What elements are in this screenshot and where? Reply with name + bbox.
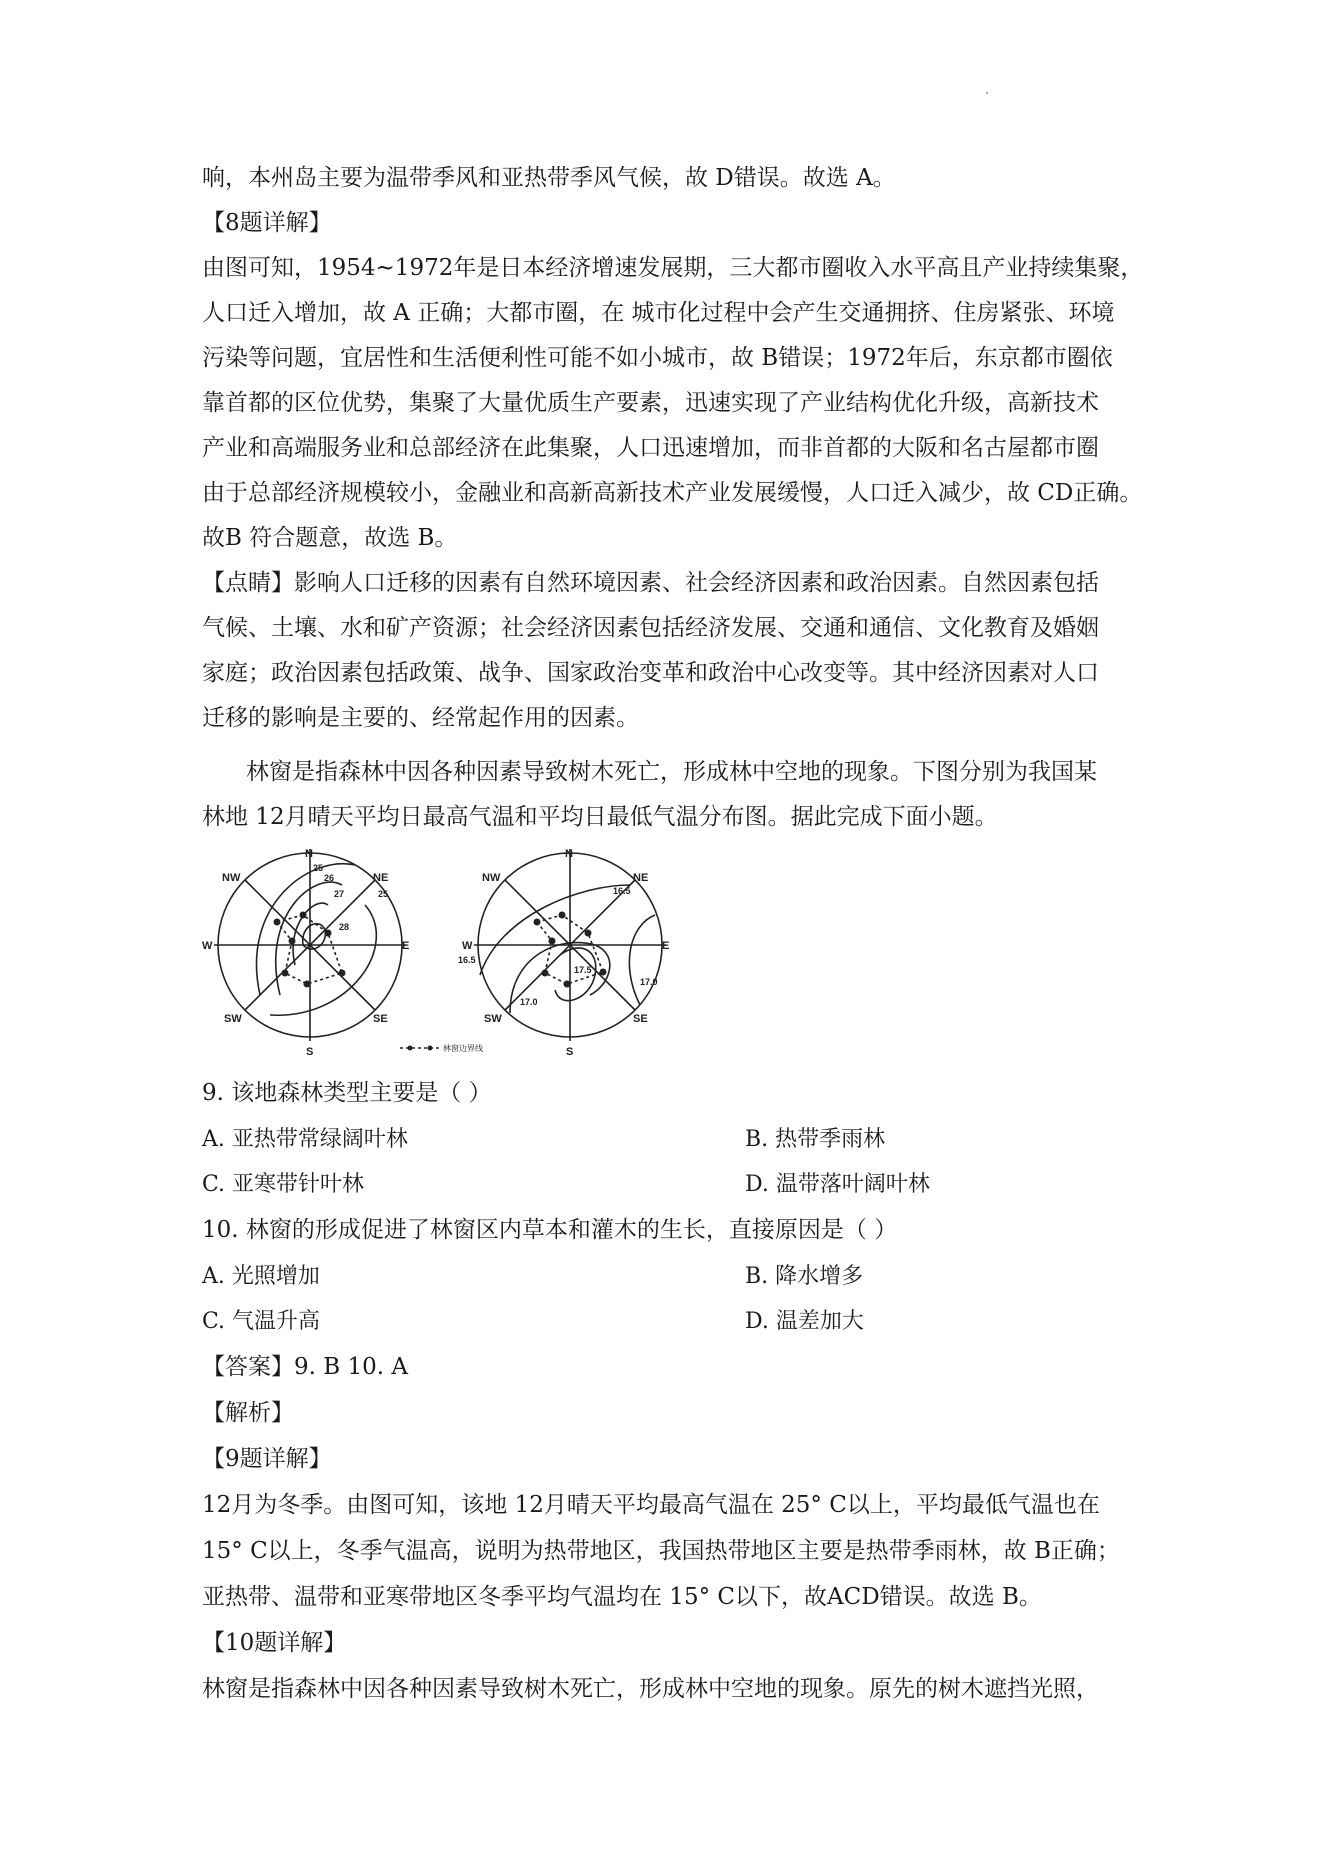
text-line: 迁移的影响是主要的、经常起作用的因素。 <box>202 705 639 731</box>
analysis-heading: 【解析】 <box>202 1400 294 1426</box>
option-d: D. 温差加大 <box>745 1309 864 1334</box>
isotherm-label: 16.5 <box>613 886 631 896</box>
label-ne: NE <box>633 872 649 884</box>
isotherm-label: 26 <box>324 873 335 883</box>
text-line: 12月为冬季。由图可知，该地 12月晴天平均最高气温在 25° C以上，平均最低气温也在 <box>202 1492 1100 1518</box>
scan-speck <box>986 92 988 94</box>
intro-paragraph: 林窗是指森林中因各种因素导致树木死亡，形成林中空地的现象。下图分别为我国某 <box>246 759 1097 785</box>
isotherm-label: 16.5 <box>458 955 476 965</box>
option-c: C. 气温升高 <box>202 1309 321 1334</box>
answer-line: 【答案】9. B 10. A <box>202 1354 408 1380</box>
text-line: 由于总部经济规模较小，金融业和高新高新技术产业发展缓慢，人口迁入减少，故 CD正确。 <box>202 480 1143 506</box>
legend-label: 林窗边界线 <box>443 1044 483 1053</box>
text-line: 亚热带、温带和亚寒带地区冬季平均气温均在 15° C以下，故ACD错误。故选 B。 <box>202 1584 1042 1610</box>
label-s: S <box>306 1046 314 1058</box>
option-c: C. 亚寒带针叶林 <box>202 1172 365 1197</box>
temperature-distribution-figure <box>200 845 680 1065</box>
label-n: N <box>305 848 313 860</box>
option-a: A. 光照增加 <box>202 1264 320 1289</box>
isotherm-label: 17.0 <box>640 977 658 987</box>
label-nw: NW <box>222 872 241 884</box>
isotherm-label: 25 <box>313 863 324 873</box>
text-line: 靠首都的区位优势，集聚了大量优质生产要素，迅速实现了产业结构优化升级，高新技术 <box>202 390 1099 416</box>
label-e: E <box>402 940 410 952</box>
option-b: B. 热带季雨林 <box>745 1127 886 1152</box>
isotherm-label: 27 <box>334 889 345 899</box>
text-line: 响，本州岛主要为温带季风和亚热带季风气候，故 D错误。故选 A。 <box>202 165 896 191</box>
text-line: 人口迁入增加，故 A 正确；大都市圈，在 城市化过程中会产生交通拥挤、住房紧张、环境 <box>202 300 1115 326</box>
label-ne: NE <box>373 872 389 884</box>
label-nw: NW <box>482 872 501 884</box>
text-line: 产业和高端服务业和总部经济在此集聚，人口迅速增加，而非首都的大阪和名古屋都市圈 <box>202 435 1099 461</box>
label-se: SE <box>633 1013 648 1025</box>
option-b: B. 降水增多 <box>745 1264 864 1289</box>
label-w: W <box>462 940 473 952</box>
tip-text: 【点睛】影响人口迁移的因素有自然环境因素、社会经济因素和政治因素。自然因素包括 <box>202 570 1099 596</box>
label-w: W <box>202 940 213 952</box>
label-sw: SW <box>484 1013 502 1025</box>
q10-detail-heading: 【10题详解】 <box>202 1630 347 1656</box>
isotherm-label: 17.5 <box>574 965 592 975</box>
text-line: 污染等问题，宜居性和生活便利性可能不如小城市，故 B错误；1972年后，东京都市圈依 <box>202 345 1113 371</box>
text-line: 故B 符合题意，故选 B。 <box>202 525 458 551</box>
text-line: 家庭；政治因素包括政策、战争、国家政治变革和政治中心改变等。其中经济因素对人口 <box>202 660 1099 686</box>
text-line: 气候、土壤、水和矿产资源；社会经济因素包括经济发展、交通和通信、文化教育及婚姻 <box>202 615 1099 641</box>
label-e: E <box>662 940 670 952</box>
text-line: 15° C以上，冬季气温高，说明为热带地区，我国热带地区主要是热带季雨林，故 B正确； <box>202 1538 1120 1564</box>
section-heading: 【8题详解】 <box>202 210 332 236</box>
question-stem: 10. 林窗的形成促进了林窗区内草本和灌木的生长，直接原因是（ ） <box>202 1217 898 1243</box>
option-a: A. 亚热带常绿阔叶林 <box>202 1127 408 1152</box>
isotherm-label: 17.0 <box>520 997 538 1007</box>
text-line: 由图可知，1954~1972年是日本经济增速发展期，三大都市圈收入水平高且产业持续集聚， <box>202 255 1144 281</box>
q9-detail-heading: 【9题详解】 <box>202 1446 332 1472</box>
text-line: 林地 12月晴天平均日最高气温和平均日最低气温分布图。据此完成下面小题。 <box>202 804 998 830</box>
option-d: D. 温带落叶阔叶林 <box>745 1172 930 1197</box>
label-n: N <box>565 848 573 860</box>
label-se: SE <box>373 1013 388 1025</box>
isotherm-label: 28 <box>339 922 350 932</box>
question-stem: 9. 该地森林类型主要是（ ） <box>202 1080 492 1106</box>
isotherm-label: 25 <box>378 889 389 899</box>
text-line: 林窗是指森林中因各种因素导致树木死亡，形成林中空地的现象。原先的树木遮挡光照， <box>202 1676 1099 1702</box>
label-s: S <box>566 1046 574 1058</box>
legend <box>400 1043 483 1053</box>
label-sw: SW <box>224 1013 242 1025</box>
